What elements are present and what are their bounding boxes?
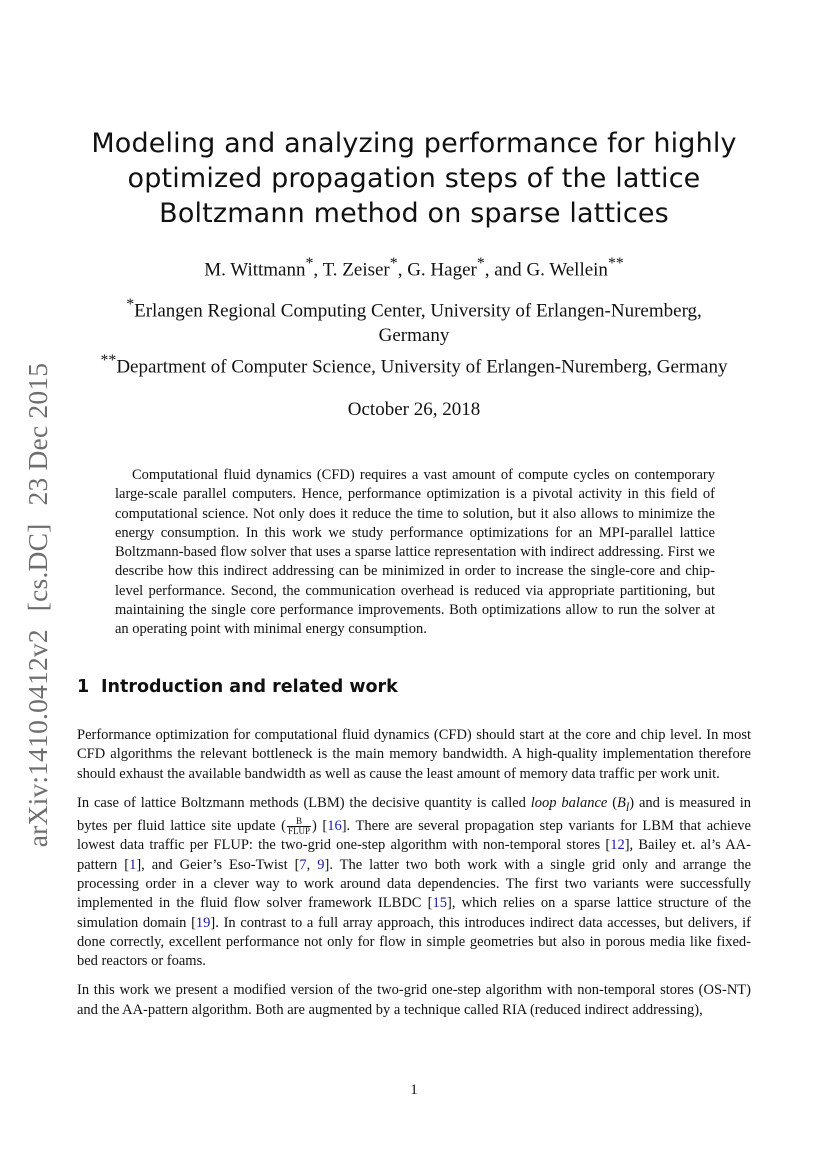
arxiv-sidebar	[12, 362, 64, 848]
term-loop-balance: loop balance	[530, 794, 608, 811]
citation-link[interactable]: 12	[610, 837, 625, 854]
title-line: optimized propagation steps of the lattice	[127, 163, 701, 194]
body-text	[77, 726, 751, 1030]
paragraph	[77, 794, 751, 972]
section-heading	[77, 675, 398, 699]
unit-fraction	[287, 817, 311, 836]
author-list	[60, 252, 768, 282]
citation-link[interactable]: 19	[195, 914, 211, 931]
author-separator: ,	[397, 259, 408, 281]
page-number: 1	[410, 1082, 418, 1098]
section-title: Introduction and related work	[101, 677, 398, 697]
text-run: ) [	[311, 818, 328, 835]
title-line: Boltzmann method on sparse lattices	[159, 198, 669, 229]
author-name: T. Zeiser	[322, 259, 390, 281]
text-run: In case of lattice Boltzmann methods (LBM) the decisive quantity is called	[77, 794, 531, 811]
text-run: ]. The latter two both work with a single grid only and arrange the processing order in a clever way to work around data dependencies. The first two variants were successfully implemented in the fluid flow solver framework ILBDC [	[77, 856, 752, 912]
affiliation-mark: **	[100, 352, 117, 370]
arxiv-date: 23 Dec 2015	[22, 362, 53, 506]
text-run: ], which relies on a sparse lattice structure of the simulation domain [	[77, 895, 752, 931]
paper-title	[60, 126, 768, 231]
publication-date: October 26, 2018	[347, 399, 481, 420]
affiliation-line: Erlangen Regional Computing Center, University of Erlangen-Nuremberg,	[134, 300, 702, 322]
fraction-denominator: FLUP	[287, 826, 310, 837]
citation-link[interactable]: 7	[299, 856, 307, 873]
affiliations	[60, 292, 768, 380]
arxiv-category: [cs.DC]	[22, 523, 53, 612]
author-separator: , and	[484, 259, 527, 281]
symbol-subscript: l	[625, 799, 630, 814]
title-line: Modeling and analyzing performance for highly	[91, 128, 737, 159]
symbol-base: B	[617, 794, 626, 811]
arxiv-identifier	[22, 363, 54, 847]
citation-link[interactable]: 9	[317, 856, 325, 873]
affiliation-mark: *	[305, 255, 314, 272]
affiliation-mark: *	[476, 255, 485, 272]
affiliation-line: Department of Computer Science, University of Erlangen-Nuremberg, Germany	[116, 356, 728, 378]
author-name: M. Wittmann	[204, 259, 306, 281]
author-name: G. Hager	[407, 259, 477, 281]
text-run: ,	[306, 856, 318, 873]
symbol-bl	[617, 794, 630, 814]
text-run: ]. In contrast to a full array approach, this introduces indirect data accesses, but delivers, if done correctly, excellent performance not only for flow in simple geometries but also in porous media like fixed-bed reactors or foams.	[77, 914, 751, 970]
affiliation	[60, 348, 768, 379]
arxiv-id: arXiv:1410.0412v2	[22, 629, 53, 848]
text-run: ]. There are several propagation step variants for LBM that achieve lowest data traffic per FLUP: the two-grid one-step algorithm with non-temporal stores [	[77, 818, 751, 854]
affiliation-mark: **	[607, 255, 624, 272]
affiliation-mark: *	[389, 255, 398, 272]
text-run: (	[607, 794, 618, 811]
paragraph: Performance optimization for computational fluid dynamics (CFD) should start at the core and chip level. In most CFD algorithms the relevant bottleneck is the main memory bandwidth. A high-quality implementation therefore should exhaust the available bandwidth as well as cause the least amount of memory data traffic per work unit.	[77, 727, 751, 782]
author-separator: ,	[313, 259, 323, 281]
text-run: ], and Geier’s Eso-Twist [	[136, 856, 300, 873]
paragraph: In this work we present a modified version of the two-grid one-step algorithm with non-temporal stores (OS-NT) and the AA-pattern algorithm. Both are augmented by a technique called RIA (reduced indirect addressing),	[77, 982, 751, 1018]
citation-link[interactable]: 1	[129, 856, 137, 873]
affiliation-mark: *	[126, 296, 135, 313]
abstract: Computational fluid dynamics (CFD) requires a vast amount of compute cycles on contemporary large-scale parallel computers. Hence, performance optimization is a pivotal activity in this field of computational science. Not only does it reduce the time to solution, but it also allows to minimize the energy consumption. In this work we study performance optimizations for an MPI-parallel lattice Boltzmann-based flow solver that uses a sparse lattice representation with indirect addressing. First we describe how this indirect addressing can be minimized in order to increase the single-core and chip-level performance. Second, the communication overhead is reduced via appropriate partitioning, but maintaining the single core performance improvements. Both optimizations allow to run the solver at an operating point with minimal energy consumption.	[115, 467, 715, 638]
author-name: G. Wellein	[526, 259, 608, 281]
affiliation	[60, 292, 768, 348]
text-run: ], Bailey et. al’s AA-pattern [	[77, 837, 751, 873]
text-run: ) and is measured in bytes per fluid lattice site update (	[77, 794, 751, 835]
citation-link[interactable]: 16	[327, 818, 342, 835]
citation-link[interactable]: 15	[432, 895, 447, 912]
fraction-numerator: B	[287, 817, 311, 827]
section-number: 1	[77, 677, 90, 697]
affiliation-line: Germany	[378, 325, 450, 347]
